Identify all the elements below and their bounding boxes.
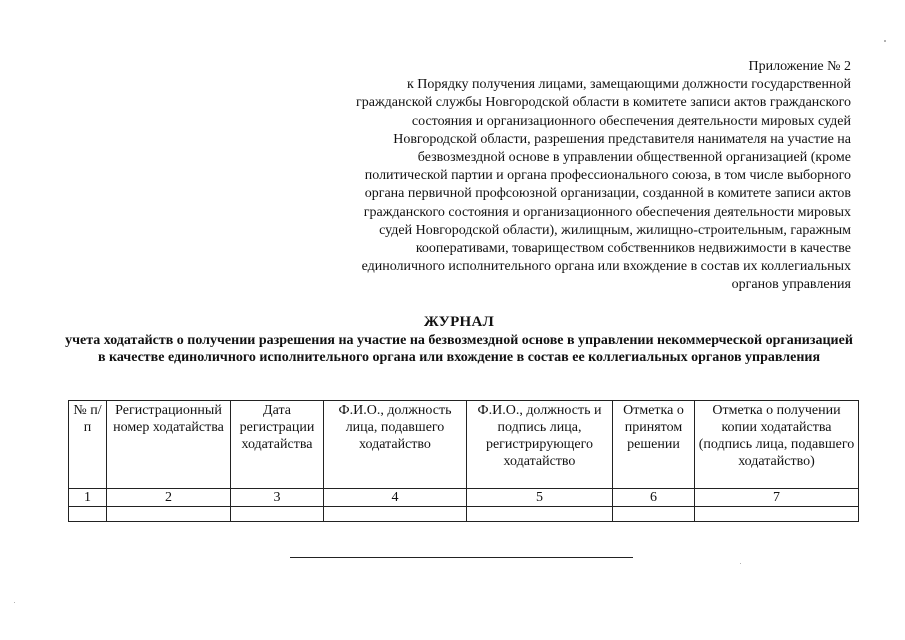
header-cell-copy-receipt: Отметка о получении копии ходатайства (подпись лица, подавшего ходатайство) [695, 401, 859, 489]
header-cell-applicant: Ф.И.О., должность лица, подавшего ходатайство [324, 401, 467, 489]
annex-text: к Порядку получения лицами, замещающими должности государственной гражданской службы Новгородской области в комитете записи актов гражданского состояния и организационного обеспечения деятельности мировых судей Новгородской области, разрешения представителя нанимателя на участие на безвозмездной основе в управлении общественной организацией (кроме политической партии и органа профессионального союза, в том числе выборного органа первичной профсоюзной организации, созданной в комитете записи актов гражданского состояния и организационного обеспечения деятельности мировых судей Новгородской области), жилищным, жилищно-строительным, гаражным кооперативами, товариществом собственников недвижимости в качестве единоличного исполнительного органа или вхождение в состав их коллегиальных органов управления [356, 77, 851, 293]
empty-cell [695, 507, 859, 522]
column-number: 1 [69, 489, 107, 507]
journal-title: ЖУРНАЛ [423, 314, 495, 330]
journal-table [68, 400, 859, 522]
column-number: 3 [231, 489, 324, 507]
header-cell-reg-date: Дата регистрации ходатайства [231, 401, 324, 489]
header-cell-registrar: Ф.И.О., должность и подпись лица, регистрирующего ходатайство [467, 401, 613, 489]
empty-cell [69, 507, 107, 522]
scan-speck [14, 602, 15, 603]
scan-speck [740, 563, 741, 564]
empty-cell [107, 507, 231, 522]
column-number: 4 [324, 489, 467, 507]
journal-subtitle: учета ходатайств о получении разрешения на участие на безвозмездной основе в управлении некоммерческой организацией в качестве единоличного исполнительного органа или вхождение в состав ее коллегиальных органов управления [65, 333, 853, 365]
column-number: 6 [613, 489, 695, 507]
empty-cell [467, 507, 613, 522]
column-number: 2 [107, 489, 231, 507]
header-cell-number: № п/п [69, 401, 107, 489]
header-cell-decision: Отметка о принятом решении [613, 401, 695, 489]
annex-block [351, 58, 851, 295]
empty-cell [231, 507, 324, 522]
header-cell-reg-number: Регистрационный номер ходатайства [107, 401, 231, 489]
header-row [69, 401, 859, 489]
scan-speck [884, 40, 886, 42]
closing-divider [290, 557, 633, 558]
column-number: 7 [695, 489, 859, 507]
empty-table-row [69, 507, 859, 522]
column-number-row [69, 489, 859, 507]
annex-number: Приложение № 2 [748, 59, 851, 74]
journal-title-block [64, 314, 854, 366]
empty-cell [324, 507, 467, 522]
empty-cell [613, 507, 695, 522]
column-number: 5 [467, 489, 613, 507]
